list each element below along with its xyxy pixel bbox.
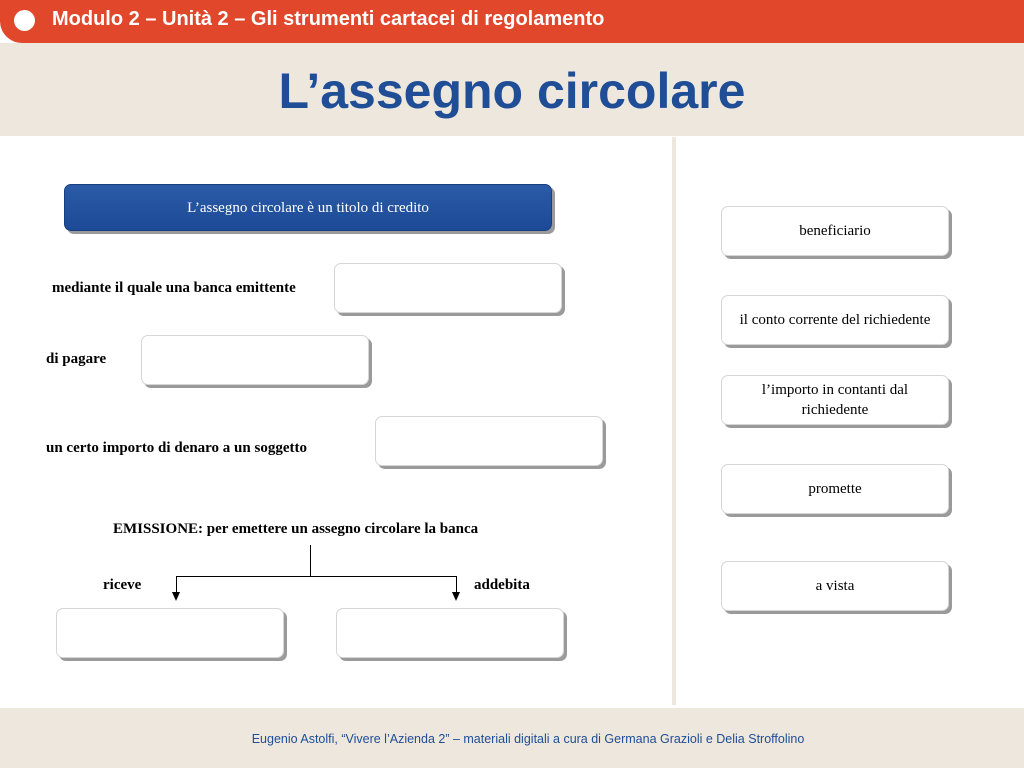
drop-slot-1[interactable] [334, 263, 562, 313]
option-promette[interactable]: promette [721, 464, 949, 514]
connector-left-drop [176, 576, 177, 593]
connector-right-drop [456, 576, 457, 593]
sentence-part-bank: mediante il quale una banca emittente [52, 280, 296, 296]
drop-slot-4[interactable] [56, 608, 284, 658]
drop-slot-5[interactable] [336, 608, 564, 658]
footer-credits: Eugenio Astolfi, “Vivere l’Azienda 2” – materiali digitali a cura di Germana Grazioli e Delia Stroffolino [251, 732, 805, 746]
option-conto-corrente[interactable]: il conto corrente del richiedente [721, 295, 949, 345]
arrow-down-left-icon [172, 592, 180, 601]
option-importo-contanti[interactable]: l’importo in contanti dal richiedente [721, 375, 949, 425]
module-title: Modulo 2 – Unità 2 – Gli strumenti cartacei di regolamento [52, 8, 605, 30]
page-title: L’assegno circolare [278, 63, 746, 119]
bullet-circle-icon [14, 10, 35, 31]
statement-banner: L’assegno circolare è un titolo di credito [64, 184, 552, 231]
drop-slot-3[interactable] [375, 416, 603, 466]
sentence-part-amount: un certo importo di denaro a un soggetto [46, 440, 307, 456]
arrow-down-right-icon [452, 592, 460, 601]
footer-band [0, 708, 1024, 768]
label-addebita: addebita [474, 577, 530, 593]
option-a-vista[interactable]: a vista [721, 561, 949, 611]
option-beneficiario[interactable]: beneficiario [721, 206, 949, 256]
title-band [0, 43, 1024, 136]
label-riceve: riceve [103, 577, 142, 593]
connector-stem [310, 545, 311, 577]
drop-slot-2[interactable] [141, 335, 369, 385]
connector-horizontal [176, 576, 457, 577]
vertical-divider [672, 137, 676, 705]
sentence-part-pay: di pagare [46, 351, 107, 367]
module-header-bar [0, 0, 1024, 43]
emission-heading: EMISSIONE: per emettere un assegno circolare la banca [113, 521, 479, 537]
